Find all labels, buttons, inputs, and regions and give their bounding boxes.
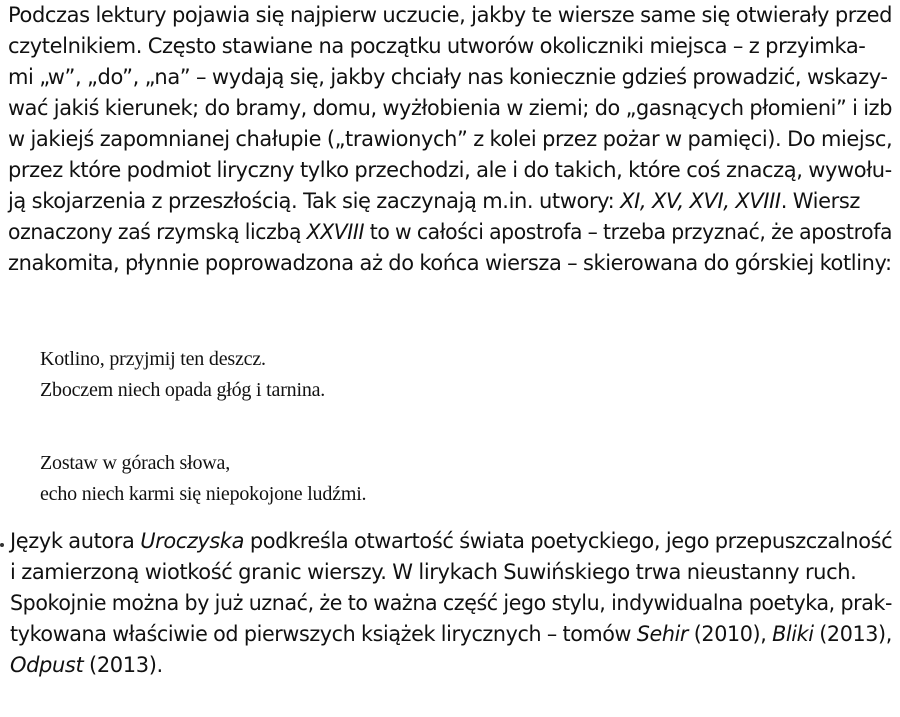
p2-line-4-italic-title-1: Sehir xyxy=(636,622,689,646)
paragraph-2-line-3: Spokojnie można by już uznać, że to ważna część jego stylu, indywidualna poetyka, prak- xyxy=(10,591,893,615)
paragraph-1-line-3: mi „w”, „do”, „na” – wydają się, jakby chciały nas koniecznie gdzieś prowadzić, wskazy- xyxy=(8,65,888,89)
paragraph-1-line-7 xyxy=(8,186,892,217)
p2-line-4-text-a: tykowana właściwie od pierwszych książek lirycznych – tomów xyxy=(10,622,637,646)
poem-line: Zostaw w górach słowa, xyxy=(40,452,230,474)
poem-line: Zboczem niech opada głóg i tarnina. xyxy=(40,379,326,401)
p2-line-5-text: (2013). xyxy=(83,653,163,677)
line-7-text-a: ją skojarzenia z przeszłością. Tak się zaczynają m.in. utwory: xyxy=(8,189,621,213)
line-7-text-b: . Wiersz xyxy=(780,189,860,213)
paragraph-2-line-4 xyxy=(10,619,892,650)
line-7-italic-titles: XI, XV, XVI, XVIII xyxy=(620,189,781,213)
margin-dot-mark xyxy=(0,543,4,547)
poem-stanza-2 xyxy=(40,448,366,510)
p2-line-1-italic-title: Uroczyska xyxy=(140,529,245,553)
line-8-italic-title: XXVIII xyxy=(306,220,365,244)
paragraph-1-line-6: przez które podmiot liryczny tylko przechodzi, ale i do takich, które coś znaczą, wywołu- xyxy=(8,158,892,182)
paragraph-1-line-5: w jakiejś zapomnianej chałupie („trawionych” z kolei przez pożar w pamięci). Do miejsc, xyxy=(8,127,893,151)
paragraph-2-line-2: i zamierzoną wiotkość granic wierszy. W lirykach Suwińskiego trwa nieustanny ruch. xyxy=(10,560,857,584)
poem-stanza-1 xyxy=(40,344,325,406)
p2-line-1-text-b: podkreśla otwartość świata poetyckiego, jego przepuszczalność xyxy=(244,529,893,553)
poem-line: echo niech karmi się niepokojone ludźmi. xyxy=(40,483,367,505)
p2-line-4-text-b: (2010), xyxy=(688,622,773,646)
p2-line-4-italic-title-2: Bliki xyxy=(772,622,814,646)
p2-line-4-text-c: (2013), xyxy=(813,622,892,646)
paragraph-1-line-4: wać jakiś kierunek; do bramy, domu, wyżłobienia w ziemi; do „gasnących płomieni” i izb xyxy=(8,96,893,120)
p2-line-1-text-a: Język autora xyxy=(10,529,141,553)
line-8-text-b: to w całości apostrofa – trzeba przyznać, że apostrofa xyxy=(364,220,893,244)
paragraph-1-line-2: czytelnikiem. Często stawiane na początku utworów okoliczniki miejsca – z przyimka- xyxy=(8,34,866,58)
paragraph-1 xyxy=(8,0,892,279)
poem-line: Kotlino, przyjmij ten deszcz. xyxy=(40,348,266,370)
paragraph-2-line-1 xyxy=(10,526,893,557)
p2-line-5-italic-title: Odpust xyxy=(10,653,84,677)
paragraph-1-line-9: znakomita, płynnie poprowadzona aż do końca wiersza – skierowana do górskiej kotliny: xyxy=(8,251,892,275)
paragraph-2-line-5 xyxy=(10,650,892,681)
line-8-text-a: oznaczony zaś rzymską liczbą xyxy=(8,220,307,244)
paragraph-1-line-8 xyxy=(8,217,893,248)
paragraph-2 xyxy=(10,526,892,681)
paragraph-1-line-1: Podczas lektury pojawia się najpierw uczucie, jakby te wiersze same się otwierały przed xyxy=(8,3,893,27)
